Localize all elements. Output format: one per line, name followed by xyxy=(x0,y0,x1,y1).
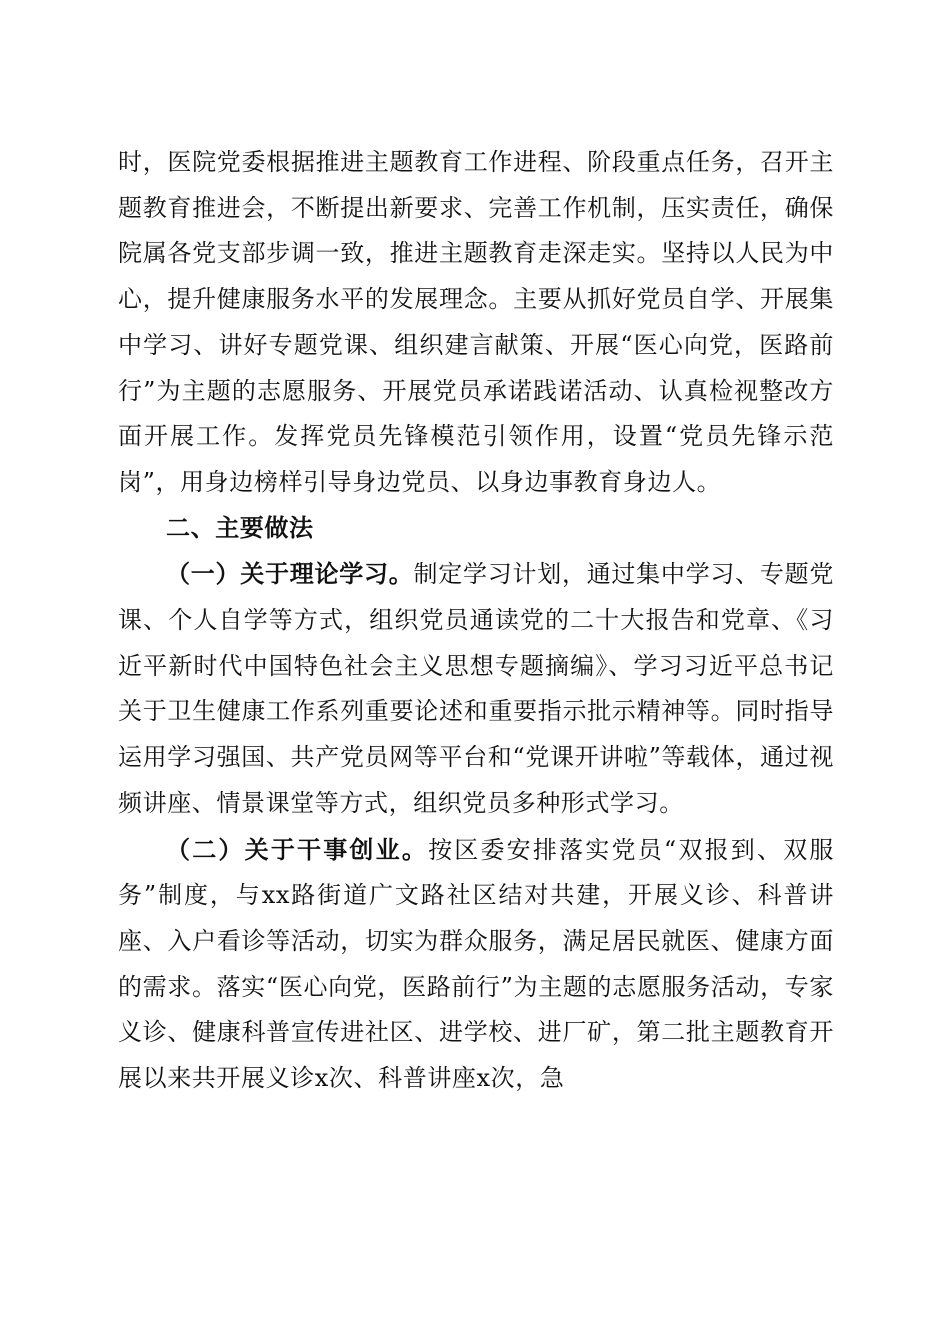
theory-study-body: 制定学习计划，通过集中学习、专题党课、个人自学等方式，组织党员通读党的二十大报告和党章、《习近平新时代中国特色社会主义思想专题摘编》、学习习近平总书记关于卫生健康工作系列重要论述和重要指示批示精神等。同时指导运用学习强国、共产党员网等平台和“党课开讲啦”等载体，通过视频讲座、情景课堂等方式，组织党员多种形式学习。 xyxy=(118,560,835,817)
intro-paragraph: 时，医院党委根据推进主题教育工作进程、阶段重点任务，召开主题教育推进会，不断提出新要求、完善工作机制，压实责任，确保院属各党支部步调一致，推进主题教育走深走实。坚持以人民为中心，提升健康服务水平的发展理念。主要从抓好党员自学、开展集中学习、讲好专题党课、组织建言献策、开展“医心向党，医路前行”为主题的志愿服务、开展党员承诺践诺活动、认真检视整改方面开展工作。发挥党员先锋模范引领作用，设置“党员先锋示范岗”，用身边榜样引导身边党员、以身边事教育身边人。 xyxy=(118,148,834,496)
theory-study-paragraph xyxy=(118,551,834,826)
entrepreneurship-title: （二）关于干事创业。 xyxy=(166,834,429,864)
document-body xyxy=(118,140,834,1102)
section-heading: 二、主要做法 xyxy=(166,513,314,542)
theory-study-title: （一）关于理论学习。 xyxy=(166,559,414,589)
entrepreneurship-paragraph xyxy=(118,827,834,1102)
entrepreneurship-body: 按区委安排落实党员“双报到、双服务”制度，与xx路街道广文路社区结对共建，开展义诊、科普讲座、入户看诊等活动，切实为群众服务，满足居民就医、健康方面的需求。落实“医心向党，医路前行”为主题的志愿服务活动，专家义诊、健康科普宣传进社区、进学校、进厂矿，第二批主题教育开展以来共开展义诊x次、科普讲座x次，急 xyxy=(118,835,835,1093)
